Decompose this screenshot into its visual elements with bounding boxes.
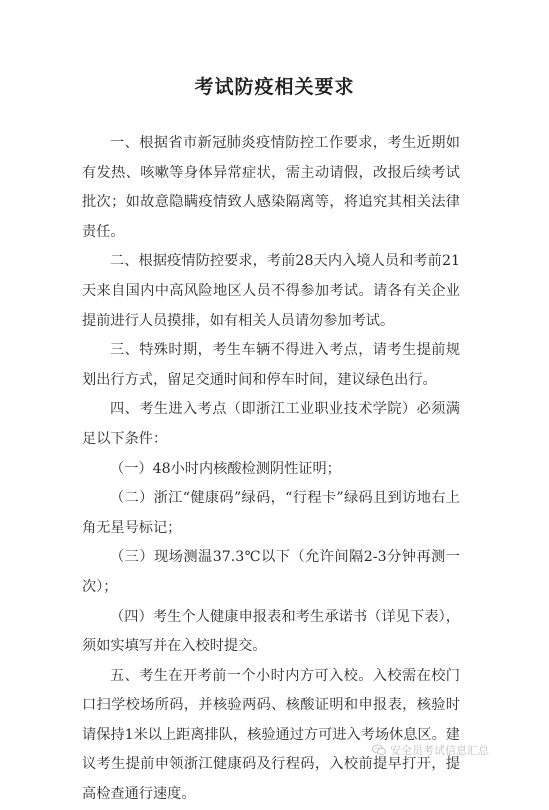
watermark-text: 安全员考试信息汇总	[390, 744, 489, 757]
paragraph-5: 五、考生在开考前一个小时内方可入校。入校需在校门口扫学校场所码，并核验两码、核酸证明和申报表，核验时请保持1米以上距离排队，核验通过方可进入考场休息区。建议考生提前申领浙江健康码及行程码，入校前提早打开，提高检查通行速度。	[82, 667, 460, 803]
wechat-icon	[372, 744, 386, 756]
watermark	[372, 742, 489, 758]
document-body	[82, 129, 460, 810]
paragraph-2: 二、根据疫情防控要求，考前28天内入境人员和考前21天来自国内中高风险地区人员不得参加考试。请各有关企业提前进行人员摸排，如有相关人员请勿参加考试。	[82, 253, 460, 329]
paragraph-1: 一、根据省市新冠肺炎疫情防控工作要求，考生近期如有发热、咳嗽等身体异常症状，需主动请假，改报后续考试批次；如故意隐瞒疫情致人感染隔离等，将追究其相关法律责任。	[82, 135, 460, 240]
condition-3: （三）现场测温37.3℃以下（允许间隔2-3分钟再测一次）；	[82, 549, 460, 595]
condition-1: （一）48小时内核酸检测阴性证明；	[110, 460, 341, 477]
document-title: 考试防疫相关要求	[194, 76, 355, 98]
paragraph-4: 四、考生进入考点（即浙江工业职业技术学院）必须满足以下条件：	[82, 401, 460, 447]
condition-4: （四）考生个人健康申报表和考生承诺书（详见下表），须如实填写并在入校时提交。	[82, 608, 460, 655]
condition-2: （二）浙江“健康码”绿码，“行程卡”绿码且到访地右上角无星号标记；	[82, 490, 460, 536]
paragraph-3: 三、特殊时期，考生车辆不得进入考点，请考生提前规划出行方式，留足交通时间和停车时间，建议绿色出行。	[82, 342, 460, 388]
